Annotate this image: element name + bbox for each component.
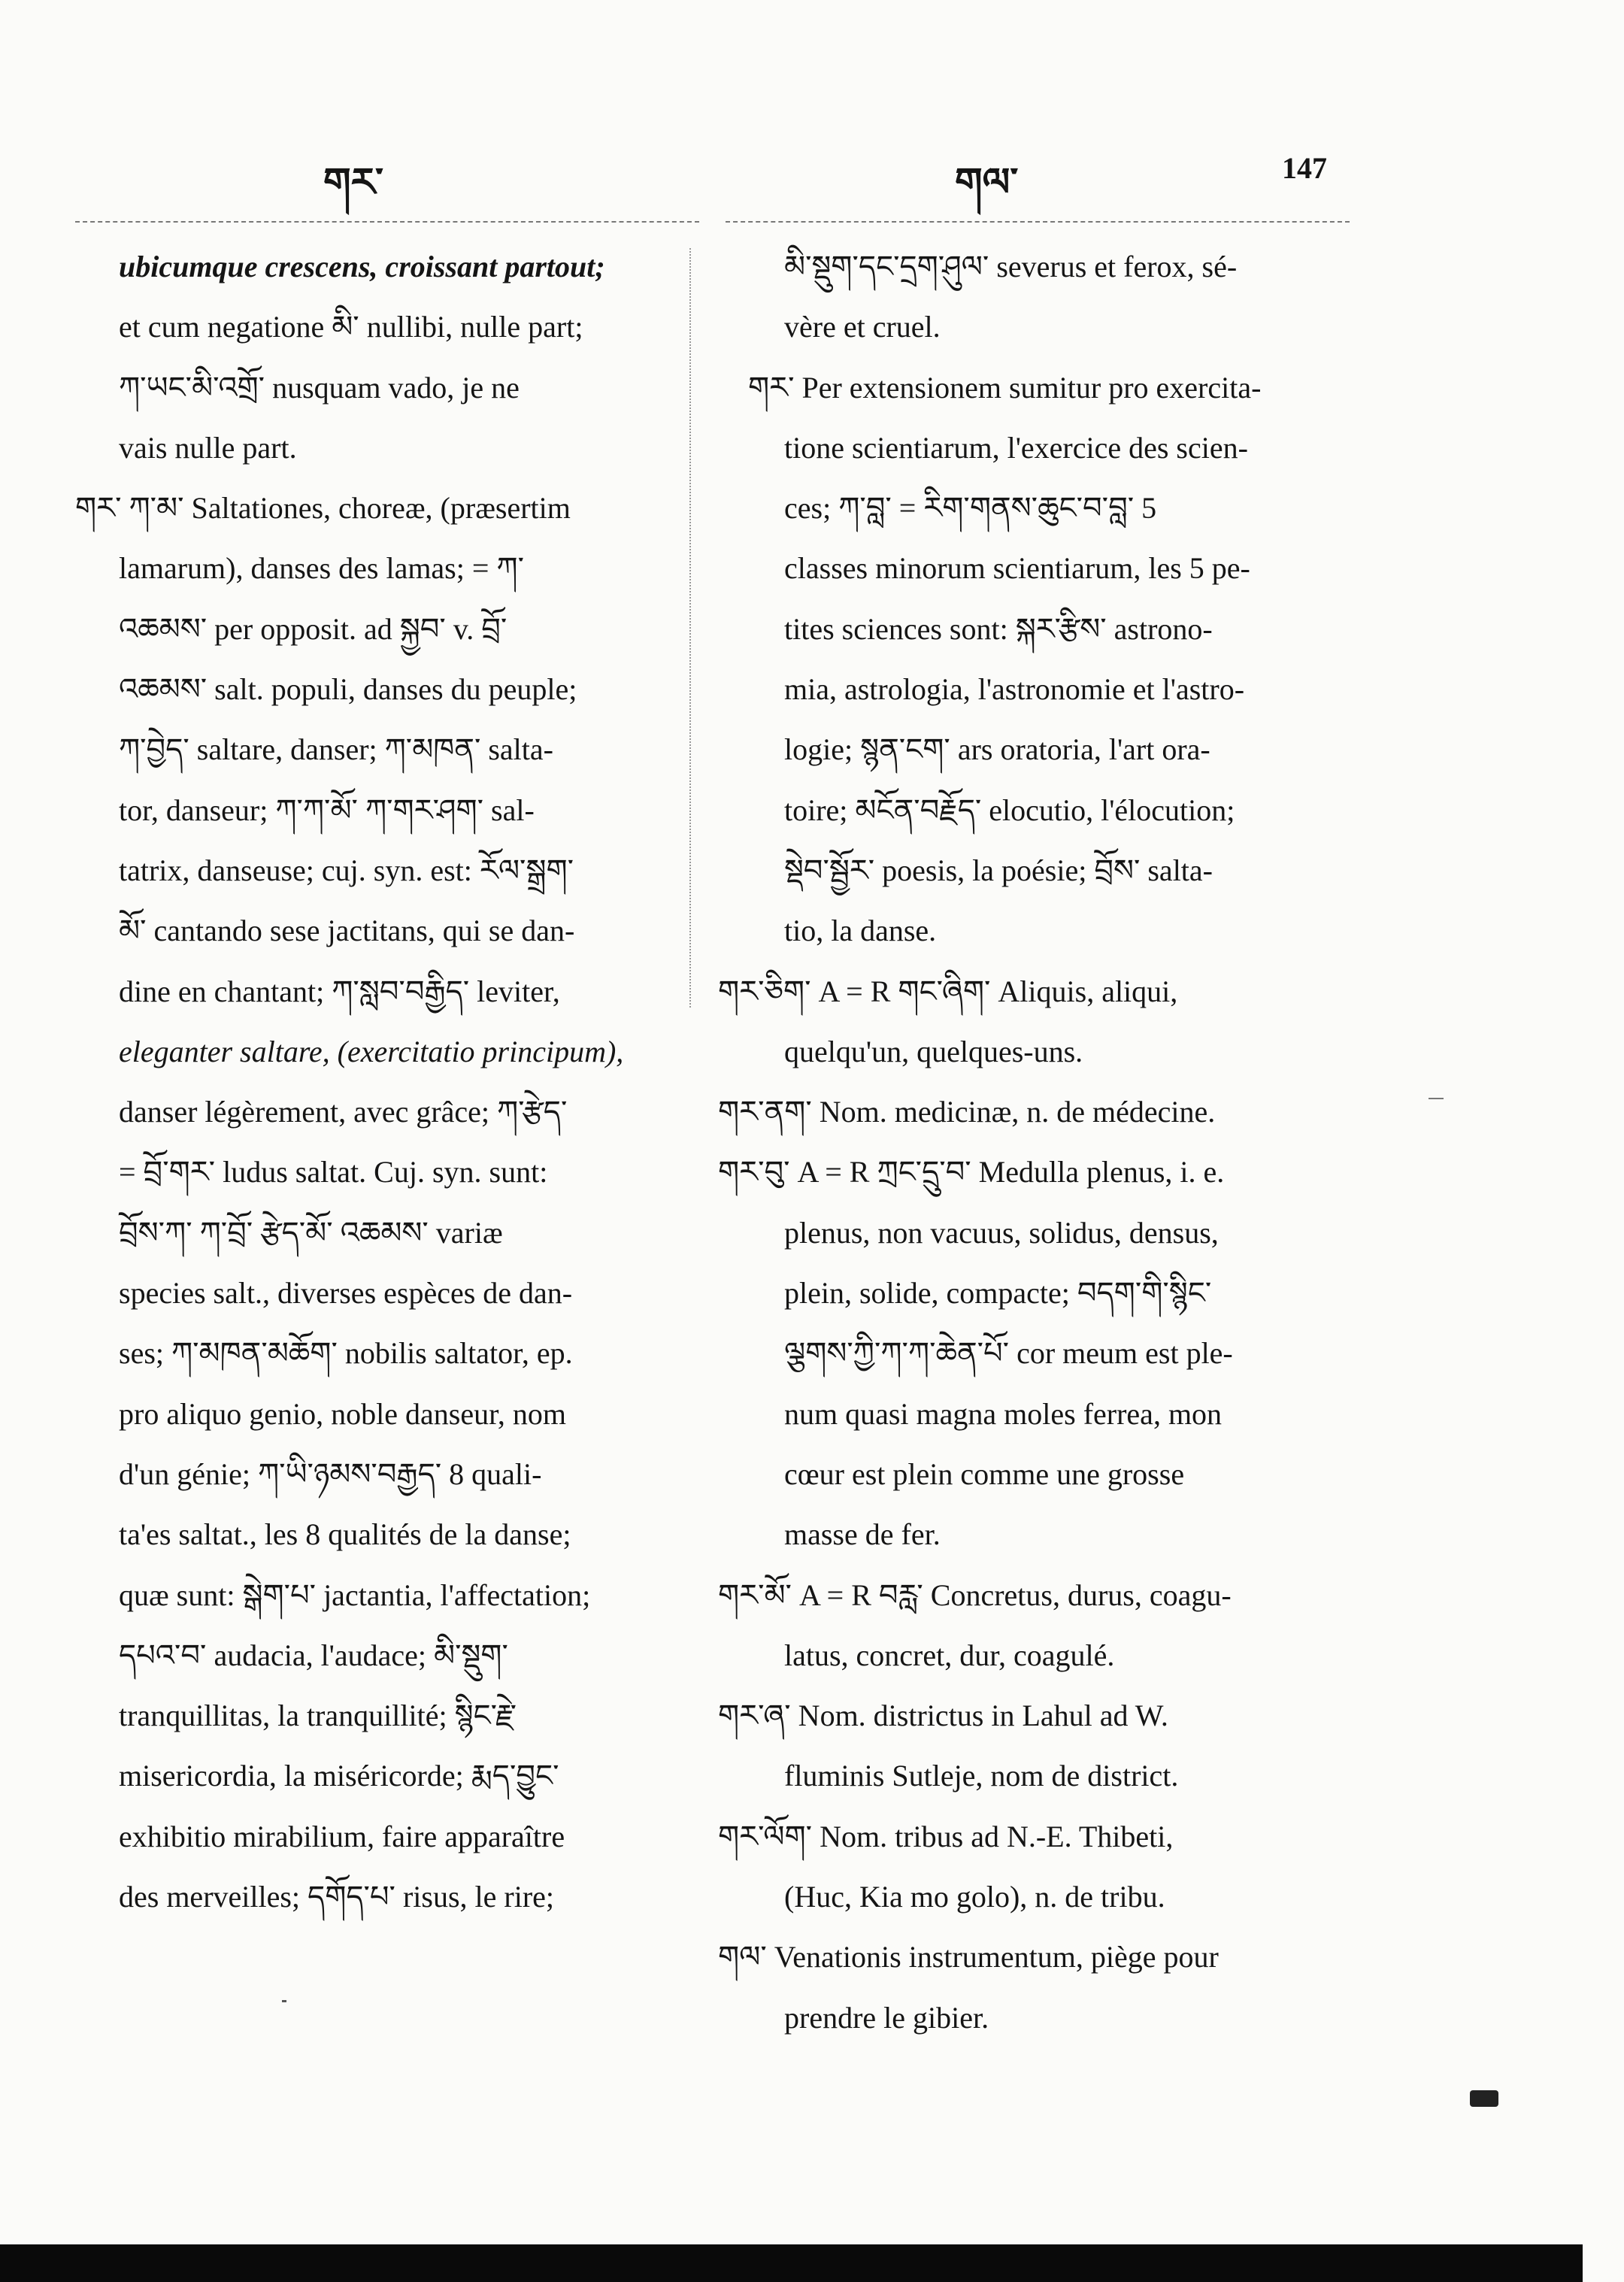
text-line: num quasi magna moles ferrea, mon	[784, 1396, 1223, 1431]
margin-mark	[1429, 1098, 1444, 1099]
text-line: prendre le gibier.	[784, 2000, 989, 2035]
column-divider	[689, 248, 691, 1008]
text-line: མོ་ cantando sese jactitans, qui se dan-	[119, 914, 575, 948]
text-line: danser légèrement, avec grâce; ཀ་རྩེད་	[119, 1095, 568, 1129]
text-line: eleganter saltare, (exercitatio principum),	[119, 1034, 624, 1068]
text-line: d'un génie; ཀ་ཡི་ཉམས་བརྒྱད་ 8 quali-	[119, 1456, 542, 1491]
text-line: tatrix, danseuse; cuj. syn. est: རོལ་སྒྲག་	[119, 853, 574, 887]
header-rule-left	[75, 221, 699, 223]
entry-headword-line: གར་ནག་ Nom. medicinæ, n. de médecine.	[718, 1095, 1216, 1129]
text-line: ཀ་ཡང་མི་འགྲོ་ nusquam vado, je ne	[119, 370, 520, 405]
entry-headword-line: གར་ཞ་ Nom. districtus in Lahul ad W.	[718, 1699, 1168, 1733]
text-line: toire; མངོན་བརྗོད་ elocutio, l'élocution;	[784, 792, 1235, 827]
running-head-right: གལ་	[955, 159, 1019, 205]
text-line: species salt., diverses espèces de dan-	[119, 1276, 573, 1311]
text-line: tione scientiarum, l'exercice des scien-	[784, 430, 1248, 465]
text-line: pro aliquo genio, noble danseur, nom	[119, 1396, 566, 1431]
text-line: lamarum), danses des lamas; = ཀ་	[119, 551, 524, 586]
text-line: tio, la danse.	[784, 914, 937, 948]
text-line: མི་སྡུག་དང་དྲག་ཤུལ་ severus et ferox, sé-	[784, 250, 1238, 283]
speck	[282, 2000, 286, 2002]
entry-headword-line: གར་བུ་ A = R ཀྲང་དྲུ་བ་ Medulla plenus, i. e.	[718, 1155, 1225, 1189]
scan-bottom-bar	[0, 2244, 1583, 2282]
text-line: tor, danseur; ཀ་ཀ་མོ་ ཀ་གར་ཤག་ sal-	[119, 792, 535, 827]
text-line: classes minorum scientiarum, les 5 pe-	[784, 551, 1250, 586]
entry-headword-line: གར་ལོག་ Nom. tribus ad N.-E. Thibeti,	[718, 1819, 1174, 1853]
header-rule-right	[726, 221, 1350, 223]
text-line: des merveilles; དགོད་པ་ risus, le rire;	[119, 1880, 555, 1914]
page-number: 147	[1282, 151, 1327, 185]
text-line: བྲོས་ཀ་ ཀ་བྲོ་ རྩེད་མོ་ འཆམས་ variæ	[119, 1215, 503, 1250]
text-line: ཀ་བྱེད་ saltare, danser; ཀ་མཁན་ salta-	[119, 732, 553, 767]
text-line: ta'es saltat., les 8 qualités de la danse;	[119, 1517, 571, 1552]
text-line: ses; ཀ་མཁན་མཆོག་ nobilis saltator, ep.	[119, 1336, 573, 1371]
entry-headword-line: གར་ཅིག་ A = R གང་ཞིག་ Aliquis, aliqui,	[718, 974, 1178, 1008]
entry-headword-line: གར་མོ་ A = R བརླ་ Concretus, durus, coagu-	[718, 1577, 1232, 1612]
text-line: latus, concret, dur, coagulé.	[784, 1638, 1115, 1672]
text-line: ལྕགས་ཀྱི་ཀ་ཀ་ཆེན་པོ་ cor meum est ple-	[784, 1336, 1233, 1371]
text-line: logie; སྙན་ངག་ ars oratoria, l'art ora-	[784, 732, 1210, 767]
entry-headword-line: གལ་ Venationis instrumentum, piège pour	[718, 1940, 1219, 1974]
text-line: vais nulle part.	[119, 430, 297, 465]
text-line: quæ sunt: སྒེག་པ་ jactantia, l'affectation;	[119, 1577, 591, 1612]
text-line: masse de fer.	[784, 1517, 941, 1552]
text-line: plenus, non vacuus, solidus, densus,	[784, 1215, 1219, 1250]
text-line: misericordia, la miséricorde; རྨད་བྱུང་	[119, 1759, 559, 1793]
text-line: cœur est plein comme une grosse	[784, 1456, 1185, 1491]
text-line: འཆམས་ salt. populi, danses du peuple;	[119, 672, 577, 707]
text-line: quelqu'un, quelques-uns.	[784, 1034, 1083, 1068]
text-line: plein, solide, compacte; བདག་གི་སྙིང་	[784, 1276, 1212, 1311]
text-line: (Huc, Kia mo golo), n. de tribu.	[784, 1880, 1165, 1914]
text-line: ces; ཀ་བླ་ = རིག་གནས་ཆུང་བ་བླ་ 5	[784, 491, 1157, 526]
text-line: mia, astrologia, l'astronomie et l'astro-	[784, 672, 1245, 707]
signature-mark	[1470, 2090, 1498, 2107]
text-line: et cum negatione མི་ nullibi, nulle part;	[119, 310, 583, 344]
entry-headword-line: གར་ ཀ་མ་ Saltationes, choreæ, (præsertim	[75, 491, 571, 526]
text-line: exhibitio mirabilium, faire apparaître	[119, 1819, 565, 1853]
text-line: fluminis Sutleje, nom de district.	[784, 1759, 1179, 1793]
text-line: = བྲོ་གར་ ludus saltat. Cuj. syn. sunt:	[119, 1155, 548, 1189]
text-line: དཔའ་བ་ audacia, l'audace; མི་སྡུག་	[119, 1638, 508, 1672]
text-line: dine en chantant; ཀ་སླབ་བརྒྱིད་ leviter,	[119, 974, 560, 1008]
text-line: ubicumque crescens, croissant partout;	[119, 250, 605, 283]
left-column	[75, 237, 677, 1927]
running-head-left: གར་	[323, 159, 383, 205]
text-line: tranquillitas, la tranquillité; སྙིང་རྗེ་	[119, 1699, 517, 1733]
text-line: སྡེབ་སྦྱོར་ poesis, la poésie; བྲོས་ salta-	[784, 853, 1213, 887]
text-line: vère et cruel.	[784, 310, 941, 344]
text-line: tites sciences sont: སྐར་རྩིས་ astrono-	[784, 611, 1213, 646]
text-line: འཆམས་ per opposit. ad སྐྱབ་ v. བྲོ་	[119, 611, 508, 646]
entry-headword-line: གར་ Per extensionem sumitur pro exercita-	[748, 370, 1262, 405]
right-column	[718, 237, 1342, 2048]
